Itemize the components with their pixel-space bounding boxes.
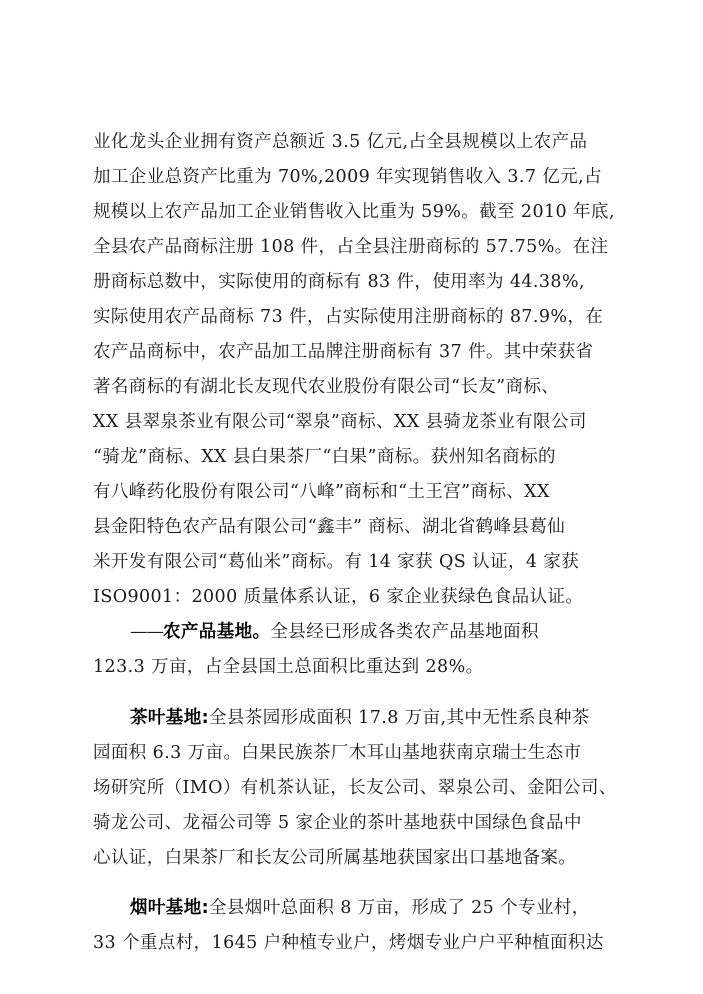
text-line: XX 县翠泉茶业有限公司“翠泉”商标、XX 县骑龙茶业有限公司: [93, 412, 587, 432]
text-line: 场研究所（IMO）有机茶认证，长友公司、翠泉公司、金阳公司、: [93, 778, 617, 798]
base-section-line: [130, 617, 670, 647]
text-line: 规模以上农产品加工企业销售收入比重为 59%。截至 2010 年底,: [93, 202, 615, 222]
text-line: 农产品商标中，农产品加工品牌注册商标有 37 件。其中荣获省: [93, 342, 594, 362]
section-text: 全县茶园形成面积 17.8 万亩,其中无性系良种茶: [209, 708, 590, 728]
section-text: 全县烟叶总面积 8 万亩，形成了 25 个专业村，: [209, 898, 590, 918]
text-line: 著名商标的有湖北长友现代农业股份有限公司“长友”商标、: [93, 377, 560, 397]
text-line: 米开发有限公司“葛仙米”商标。有 14 家获 QS 认证，4 家获: [93, 552, 580, 572]
text-line: 有八峰药化股份有限公司“八峰”商标和“土王宫”商标、XX: [93, 482, 550, 502]
text-line: 实际使用农产品商标 73 件，占实际使用注册商标的 87.9%，在: [93, 307, 604, 327]
text-line: 县金阳特色农产品有限公司“鑫丰” 商标、湖北省鹤峰县葛仙: [93, 517, 566, 537]
section-heading: 茶叶基地:: [130, 708, 209, 728]
section-text: 全县经已形成各类农产品基地面积: [270, 622, 539, 642]
section-heading: 农产品基地。: [163, 622, 271, 642]
text-line: 心认证，白果茶厂和长友公司所属基地获国家出口基地备案。: [93, 848, 577, 868]
text-line: ISO9001：2000 质量体系认证，6 家企业获绿色食品认证。: [93, 587, 584, 607]
text-line: 骑龙公司、龙福公司等 5 家企业的茶叶基地获中国绿色食品中: [93, 813, 582, 833]
text-line: 园面积 6.3 万亩。白果民族茶厂木耳山基地获南京瑞士生态市: [93, 743, 582, 763]
tobacco-section-line: [130, 893, 670, 923]
text-line: 册商标总数中，实际使用的商标有 83 件，使用率为 44.38%,: [93, 272, 585, 292]
text-line: 123.3 万亩，占全县国土总面积比重达到 28%。: [93, 657, 484, 677]
text-line: 33 个重点村，1645 户种植专业户，烤烟专业户户平种植面积达: [93, 933, 604, 953]
text-line: 加工企业总资产比重为 70%,2009 年实现销售收入 3.7 亿元,占: [93, 167, 603, 187]
text-line: “骑龙”商标、XX 县白果茶厂“白果”商标。获州知名商标的: [93, 447, 556, 467]
text-line: 业化龙头企业拥有资产总额近 3.5 亿元,占全县规模以上农产品: [93, 132, 588, 152]
section-dash: ——: [130, 622, 163, 642]
tea-section-line: [130, 703, 670, 733]
text-line: 全县农产品商标注册 108 件，占全县注册商标的 57.75%。在注: [93, 237, 609, 257]
section-heading: 烟叶基地:: [130, 898, 209, 918]
